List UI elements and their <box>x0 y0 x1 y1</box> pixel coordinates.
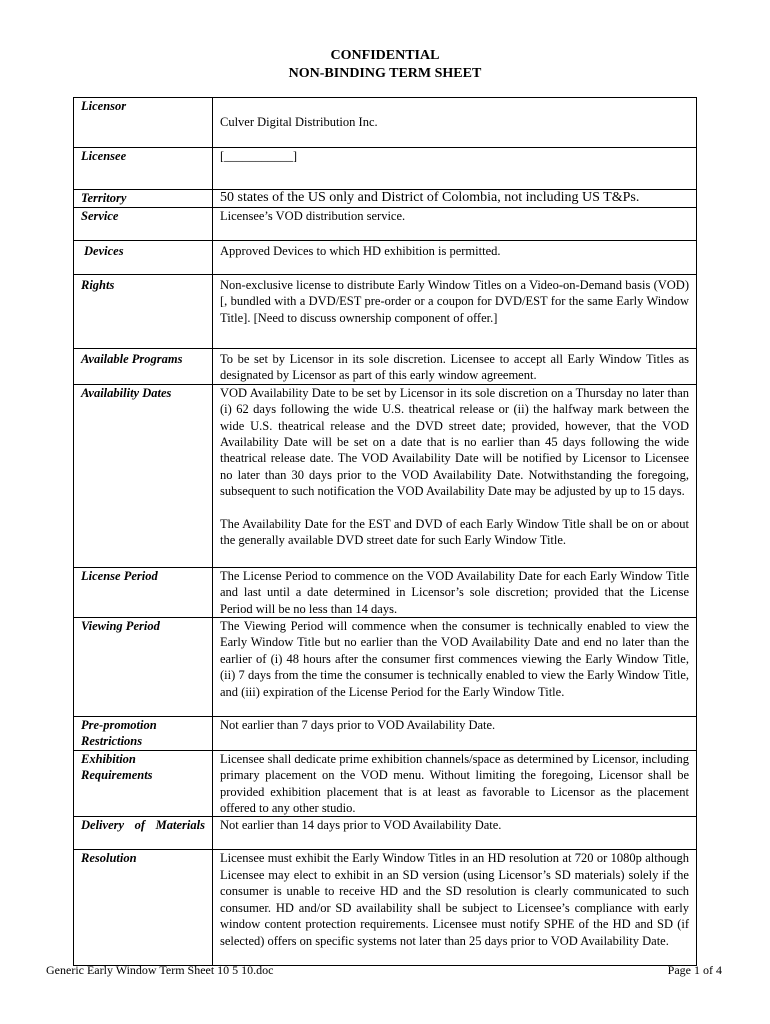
table-row <box>74 275 697 349</box>
row-label: Resolution <box>74 850 213 966</box>
devices-label: Devices <box>84 244 124 258</box>
rights-value: Non-exclusive license to distribute Early Window Titles on a Video-on-Demand basis (VOD)[, bundled with a DVD/EST pre-order or a coupon for DVD/EST for the same Early Window Title]. [Need to discuss ownership component of offer.] <box>220 278 689 325</box>
paragraph-gap <box>220 500 689 516</box>
row-label: Availability Dates <box>74 384 213 567</box>
table-row <box>74 618 697 717</box>
row-value: Not earlier than 14 days prior to VOD Availability Date. <box>213 817 697 850</box>
row-label: Service <box>74 208 213 241</box>
row-value: [___________] <box>213 148 697 190</box>
row-value: Not earlier than 7 days prior to VOD Availability Date. <box>213 717 697 751</box>
table-row <box>74 817 697 850</box>
table-row <box>74 717 697 751</box>
row-value: Licensee shall dedicate prime exhibition channels/space as determined by Licensor, including primary placement on the VOD menu. Without limiting the foregoing, Licensor shall be provided exhibition placement that is at least as favorable to Licensor as the placement offered to any other studio. <box>213 750 697 817</box>
row-label: Exhibition Requirements <box>74 750 213 817</box>
row-value <box>213 384 697 567</box>
document-title <box>0 47 770 83</box>
row-label: Pre-promotion Restrictions <box>74 717 213 751</box>
row-label: Viewing Period <box>74 618 213 717</box>
devices-value: Approved Devices to which HD exhibition is permitted. <box>220 244 501 258</box>
table-row <box>74 98 697 148</box>
table-row <box>74 349 697 385</box>
row-value: To be set by Licensor in its sole discretion. Licensee to accept all Early Window Titles as designated by Licensor as part of this early window agreement. <box>213 349 697 385</box>
availability-paragraph-2: The Availability Date for the EST and DVD of each Early Window Title shall be on or about the generally available DVD street date for such Early Window Title. <box>220 516 689 548</box>
row-label: Territory <box>74 190 213 208</box>
row-value: 50 states of the US only and District of Colombia, not including US T&Ps. <box>213 190 697 208</box>
table-row <box>74 241 697 275</box>
rights-label: Rights <box>81 278 115 292</box>
table-row <box>74 850 697 966</box>
row-value: The Viewing Period will commence when the consumer is technically enabled to view the Early Window Title but no earlier than the VOD Availability Date and end no later than the earlier of (i) 48 hours after the consumer first commences viewing the Early Window Title, (ii) 7 days from the time the consumer is technically enabled to view the Early Window Title, and (iii) expiration of the License Period for the Early Window Title. <box>213 618 697 717</box>
table-row <box>74 750 697 817</box>
row-label: Licensor <box>74 98 213 148</box>
availability-paragraph-1: VOD Availability Date to be set by Licensor in its sole discretion on a Thursday no later than (i) 62 days following the wide U.S. theatrical release or (ii) the halfway mark between the wide U.S. theatrical release and the DVD street date; provided, however, that the VOD Availability Date will be set on a date that is no earlier than 45 days following the wide theatrical release date. The VOD Availability Date will be notified by Licensor to Licensee no later than 30 days prior to the VOD Availability Date. Notwithstanding the foregoing, subsequent to such notification the VOD Availability Date may be adjusted by up to 15 days. <box>220 385 689 499</box>
row-label: Delivery of Materials <box>74 817 213 850</box>
row-label: Licensee <box>74 148 213 190</box>
table-row <box>74 384 697 567</box>
row-value: Licensee must exhibit the Early Window Titles in an HD resolution at 720 or 1080p although Licensee may elect to exhibit in an SD version (using Licensor’s SD materials) solely if the consumer is unable to receive HD and the SD resolution is clearly communicated to such consumer. HD and/or SD availability shall be subject to Licensee’s compliance with early window content protection requirements. Licensee must notify SPHE of the HD and SD (if selected) offers on specific systems not later than 25 days prior to VOD Availability Date. <box>213 850 697 966</box>
table-row <box>74 208 697 241</box>
footer-filename: Generic Early Window Term Sheet 10 5 10.doc <box>46 963 274 977</box>
term-sheet-table <box>73 97 697 966</box>
row-label: License Period <box>74 567 213 617</box>
row-label: Available Programs <box>74 349 213 385</box>
footer-page-number: Page 1 of 4 <box>667 963 722 977</box>
licensor-value: Culver Digital Distribution Inc. <box>220 115 378 129</box>
row-value <box>213 241 697 275</box>
table-row <box>74 567 697 617</box>
title-term-sheet: NON-BINDING TERM SHEET <box>288 66 482 81</box>
row-value <box>213 275 697 349</box>
row-value: Licensee’s VOD distribution service. <box>213 208 697 241</box>
row-value: The License Period to commence on the VOD Availability Date for each Early Window Title and last until a date determined in Licensor’s sole discretion; provided that the License Period will be no less than 14 days. <box>213 567 697 617</box>
row-label <box>74 241 213 275</box>
title-confidential: CONFIDENTIAL <box>330 48 440 63</box>
row-value <box>213 98 697 148</box>
table-row <box>74 190 697 208</box>
row-label <box>74 275 213 349</box>
table-row <box>74 148 697 190</box>
